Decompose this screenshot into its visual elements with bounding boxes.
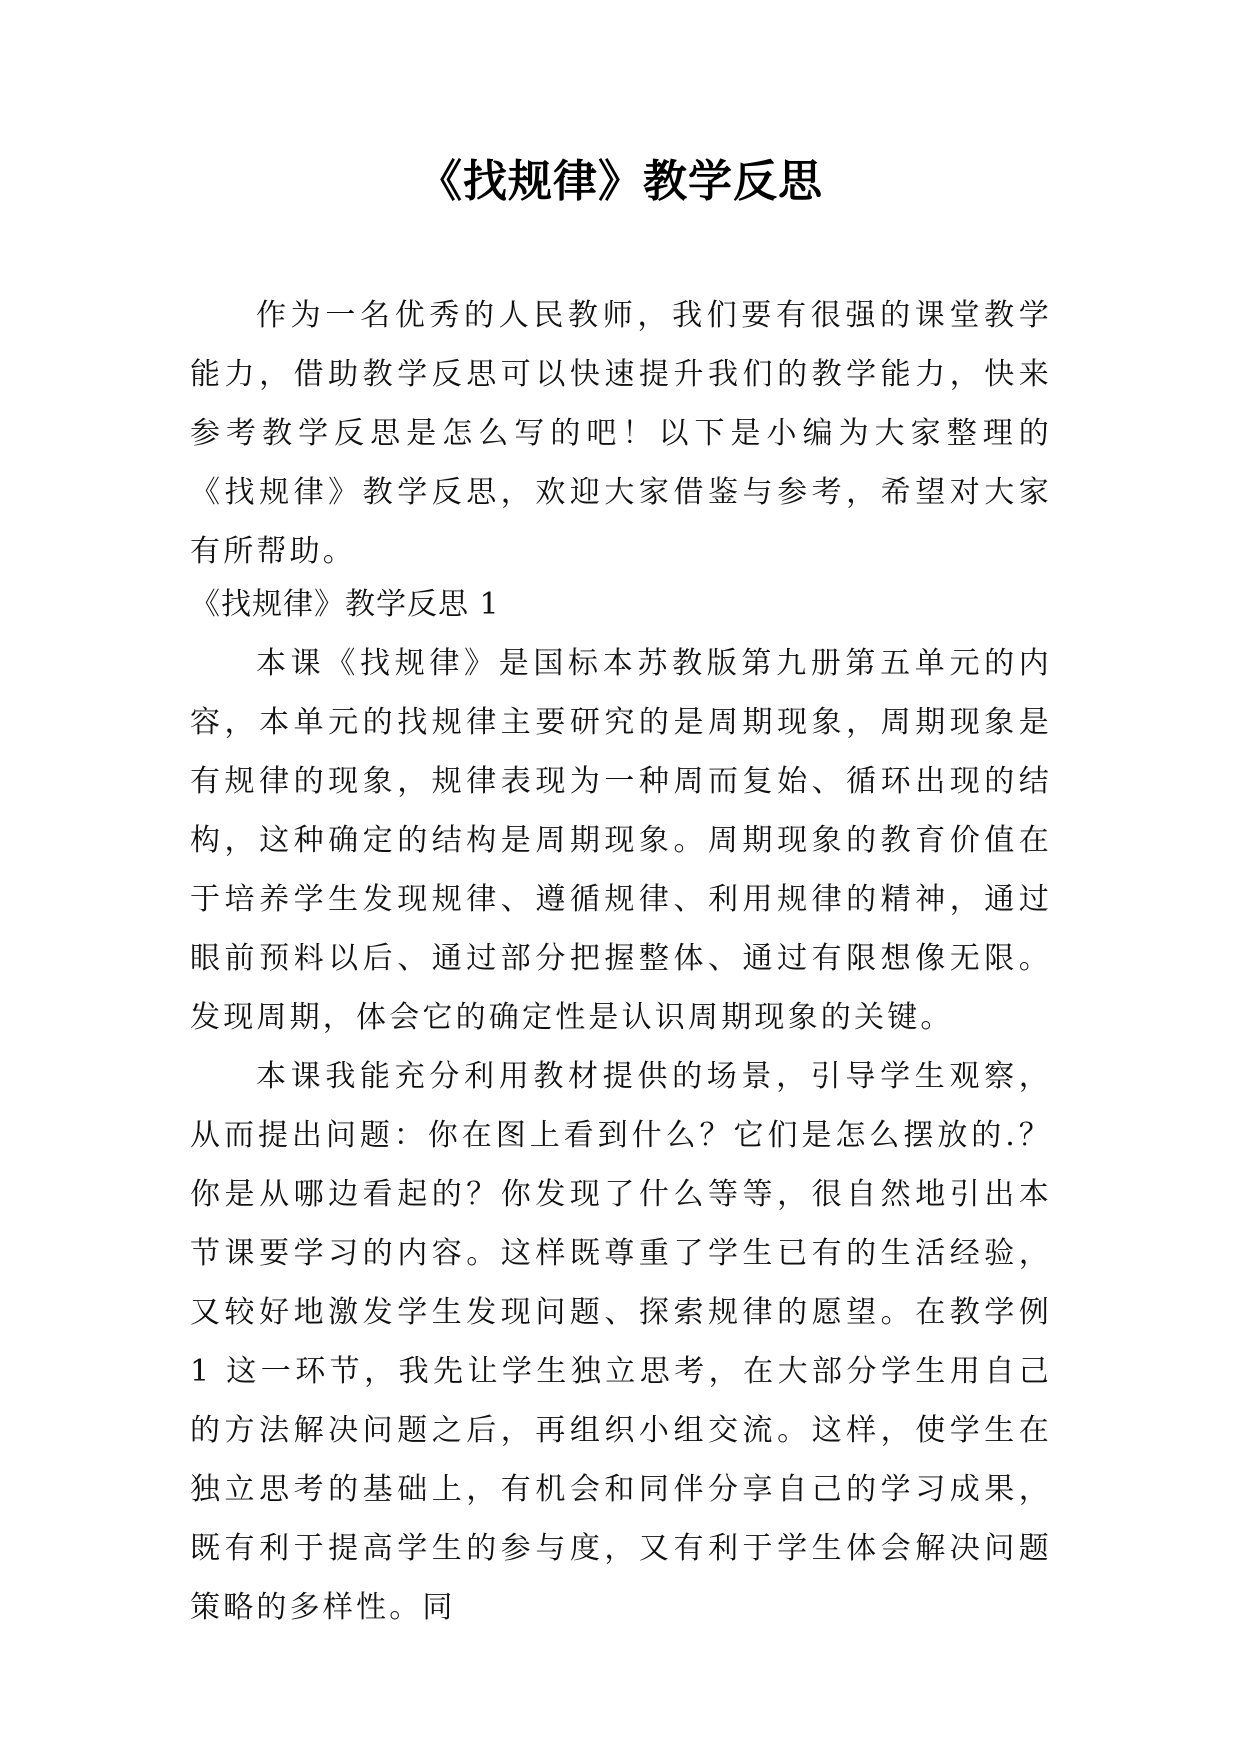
section-heading: 《找规律》教学反思 1 bbox=[190, 587, 500, 622]
body-paragraph-2: 本课我能充分利用教材提供的场景，引导学生观察，从而提出问题：你在图上看到什么？它们是怎么摆放的.？你是从哪边看起的？你发现了什么等等，很自然地引出本节课要学习的内容。这样既尊重了学生已有的生活经验，又较好地激发学生发现问题、探索规律的愿望。在教学例 1 这一环节，我先让学生独立思考，在大部分学生用自己的方法解决问题之后，再组织小组交流。这样，使学生在独立思考的基础上，有机会和同伴分享自己的学习成果，既有利于提高学生的参与度，又有利于学生体会解决问题策略的多样性。同 bbox=[190, 1059, 1052, 1625]
body-paragraph-1: 本课《找规律》是国标本苏教版第九册第五单元的内容，本单元的找规律主要研究的是周期现象，周期现象是有规律的现象，规律表现为一种周而复始、循环出现的结构，这种确定的结构是周期现象。周期现象的教育价值在于培养学生发现规律、遵循规律、利用规律的精神，通过眼前预料以后、通过部分把握整体、通过有限想像无限。发现周期，体会它的确定性是认识周期现象的关键。 bbox=[190, 646, 1052, 1035]
document-title: 《找规律》教学反思 bbox=[418, 156, 823, 207]
intro-paragraph: 作为一名优秀的人民教师，我们要有很强的课堂教学能力，借助教学反思可以快速提升我们的教学能力，快来参考教学反思是怎么写的吧！以下是小编为大家整理的《找规律》教学反思，欢迎大家借鉴与参考，希望对大家有所帮助。 bbox=[190, 298, 1052, 569]
section-1 bbox=[190, 575, 1052, 1637]
